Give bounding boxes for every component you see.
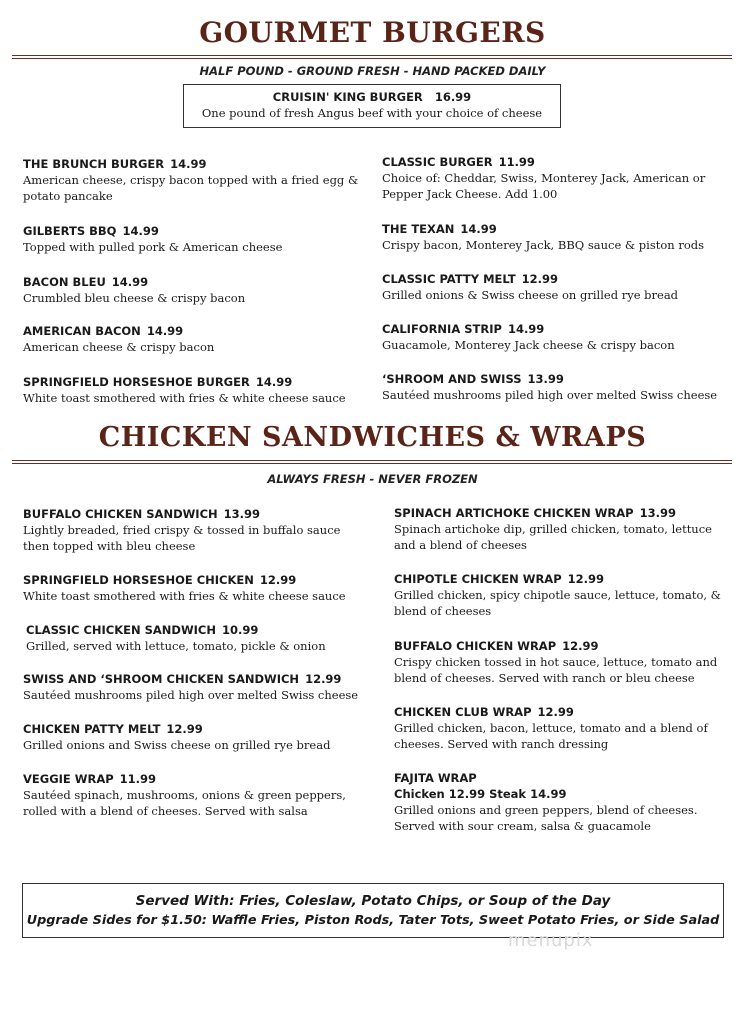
item-desc: Crispy chicken tossed in hot sauce, lettuce, tomato and: [394, 655, 718, 669]
menu-item: [382, 321, 675, 353]
item-price: 12.99: [166, 722, 203, 736]
item-desc: Grilled chicken, bacon, lettuce, tomato and a blend of: [394, 721, 708, 735]
item-desc: blend of cheeses: [394, 604, 492, 618]
item-name: SPINACH ARTICHOKE CHICKEN WRAP: [394, 506, 634, 520]
menu-item: [23, 721, 330, 753]
item-name: SWISS AND ‘SHROOM CHICKEN SANDWICH: [23, 672, 300, 686]
item-desc: and a blend of cheeses: [394, 538, 527, 552]
item-name: CALIFORNIA STRIP: [382, 322, 502, 336]
item-desc: Grilled onions & Swiss cheese on grilled rye bread: [382, 288, 679, 302]
menu-item: [23, 572, 346, 604]
featured-burger-box: [183, 84, 561, 128]
item-desc: Topped with pulled pork & American cheese: [23, 240, 283, 254]
item-price: 12.99: [562, 639, 599, 653]
item-desc: White toast smothered with fries & white cheese sauce: [23, 391, 346, 405]
item-name: BUFFALO CHICKEN SANDWICH: [23, 507, 218, 521]
item-price: 14.99: [146, 324, 184, 338]
served-with-text: Served With: Fries, Coleslaw, Potato Chips, or Soup of the Day: [135, 893, 611, 909]
menu-item: [394, 770, 697, 834]
item-name: SPRINGFIELD HORSESHOE CHICKEN: [23, 573, 254, 587]
menu-item: [394, 505, 712, 553]
item-name: THE BRUNCH BURGER: [23, 157, 165, 171]
item-price: 14.99: [170, 157, 207, 171]
item-price: 14.99: [111, 275, 149, 289]
item-price: 14.99: [460, 222, 497, 236]
featured-burger-desc: One pound of fresh Angus beef with your choice of cheese: [201, 106, 543, 120]
menu-item: [23, 223, 282, 255]
item-desc: then topped with bleu cheese: [23, 539, 196, 553]
item-desc: Sautéed spinach, mushrooms, onions & green peppers,: [23, 788, 346, 802]
item-variant-prices: Chicken 12.99 Steak 14.99: [394, 787, 567, 801]
item-desc: Grilled chicken, spicy chipotle sauce, lettuce, tomato, &: [394, 588, 721, 602]
item-desc: American cheese & crispy bacon: [23, 340, 215, 354]
item-name: CLASSIC BURGER: [382, 155, 493, 169]
item-desc: Crumbled bleu cheese & crispy bacon: [23, 291, 246, 305]
item-desc: Sautéed mushrooms piled high over melted Swiss cheese: [23, 688, 359, 702]
item-price: 12.99: [567, 572, 605, 586]
menu-item: [382, 271, 678, 303]
item-price: 12.99: [259, 573, 297, 587]
item-name: FAJITA WRAP: [394, 771, 477, 785]
item-desc: rolled with a blend of cheeses. Served with salsa: [23, 804, 308, 818]
item-price: 10.99: [222, 623, 259, 637]
menu-item: [382, 154, 705, 202]
burgers-divider: [12, 55, 732, 59]
upgrade-sides-text: Upgrade Sides for $1.50: Waffle Fries, Piston Rods, Tater Tots, Sweet Potato Fries, or Side Salad: [26, 913, 720, 928]
item-price: 12.99: [537, 705, 574, 719]
chicken-title: CHICKEN SANDWICHES & WRAPS: [98, 422, 647, 453]
item-name: AMERICAN BACON: [23, 324, 141, 338]
item-desc: blend of cheeses. Served with ranch or bleu cheese: [394, 671, 695, 685]
menu-item: [23, 374, 346, 406]
menu-item: [394, 638, 717, 686]
item-name: ‘SHROOM AND SWISS: [382, 372, 522, 386]
item-price: 13.99: [527, 372, 564, 386]
item-desc: Spinach artichoke dip, grilled chicken, tomato, lettuce: [394, 522, 712, 536]
item-desc: White toast smothered with fries & white cheese sauce: [23, 589, 346, 603]
menu-item: [23, 506, 340, 554]
menu-item: [26, 622, 326, 654]
menu-item: [382, 221, 704, 253]
item-desc: Choice of: Cheddar, Swiss, Monterey Jack, American or: [382, 171, 706, 185]
menu-item: [394, 571, 721, 619]
item-name: CHICKEN PATTY MELT: [23, 722, 161, 736]
item-price: 11.99: [498, 155, 535, 169]
item-name: CLASSIC PATTY MELT: [382, 272, 516, 286]
chicken-divider: [12, 460, 732, 464]
item-price: 14.99: [255, 375, 293, 389]
menu-item: [23, 771, 346, 819]
burgers-tagline: HALF POUND - GROUND FRESH - HAND PACKED DAILY: [199, 64, 546, 78]
item-desc: Grilled onions and Swiss cheese on grilled rye bread: [23, 738, 331, 752]
item-desc: Sautéed mushrooms piled high over melted Swiss cheese: [382, 388, 718, 402]
item-name: CHICKEN CLUB WRAP: [394, 705, 532, 719]
menu-item: [23, 274, 245, 306]
item-desc: potato pancake: [23, 189, 113, 203]
item-name: BACON BLEU: [23, 275, 106, 289]
item-desc: Grilled onions and green peppers, blend of cheeses.: [394, 803, 698, 817]
item-price: 12.99: [305, 672, 342, 686]
item-price: 13.99: [639, 506, 676, 520]
item-name: THE TEXAN: [382, 222, 455, 236]
item-desc: Grilled, served with lettuce, tomato, pickle & onion: [26, 639, 326, 653]
menu-item: [23, 323, 214, 355]
item-desc: Pepper Jack Cheese. Add 1.00: [382, 187, 558, 201]
item-desc: cheeses. Served with ranch dressing: [394, 737, 609, 751]
menu-item: [394, 704, 708, 752]
item-name: BUFFALO CHICKEN WRAP: [394, 639, 557, 653]
item-price: 11.99: [119, 772, 157, 786]
featured-burger-name: CRUISIN' KING BURGER: [272, 90, 423, 104]
item-name: SPRINGFIELD HORSESHOE BURGER: [23, 375, 250, 389]
item-name: CHIPOTLE CHICKEN WRAP: [394, 572, 562, 586]
sides-box: [22, 883, 724, 938]
item-desc: Lightly breaded, fried crispy & tossed in buffalo sauce: [23, 523, 341, 537]
item-desc: Crispy bacon, Monterey Jack, BBQ sauce & piston rods: [382, 238, 705, 252]
burgers-title: GOURMET BURGERS: [199, 16, 546, 49]
menu-item: [23, 671, 358, 703]
item-price: 14.99: [122, 224, 159, 238]
item-desc: Served with sour cream, salsa & guacamole: [394, 819, 651, 833]
chicken-tagline: ALWAYS FRESH - NEVER FROZEN: [267, 472, 478, 486]
item-name: GILBERTS BBQ: [23, 224, 117, 238]
item-price: 12.99: [521, 272, 559, 286]
watermark: menupix: [508, 930, 594, 951]
featured-burger-name-line: [184, 90, 560, 104]
item-name: CLASSIC CHICKEN SANDWICH: [26, 623, 216, 637]
item-price: 14.99: [507, 322, 545, 336]
item-name: VEGGIE WRAP: [23, 772, 114, 786]
menu-item: [382, 371, 717, 403]
item-price: 13.99: [223, 507, 261, 521]
item-desc: American cheese, crispy bacon topped with a fried egg &: [23, 173, 359, 187]
featured-burger-price: 16.99: [434, 90, 472, 104]
menu-item: [23, 156, 358, 204]
item-desc: Guacamole, Monterey Jack cheese & crispy bacon: [382, 338, 675, 352]
